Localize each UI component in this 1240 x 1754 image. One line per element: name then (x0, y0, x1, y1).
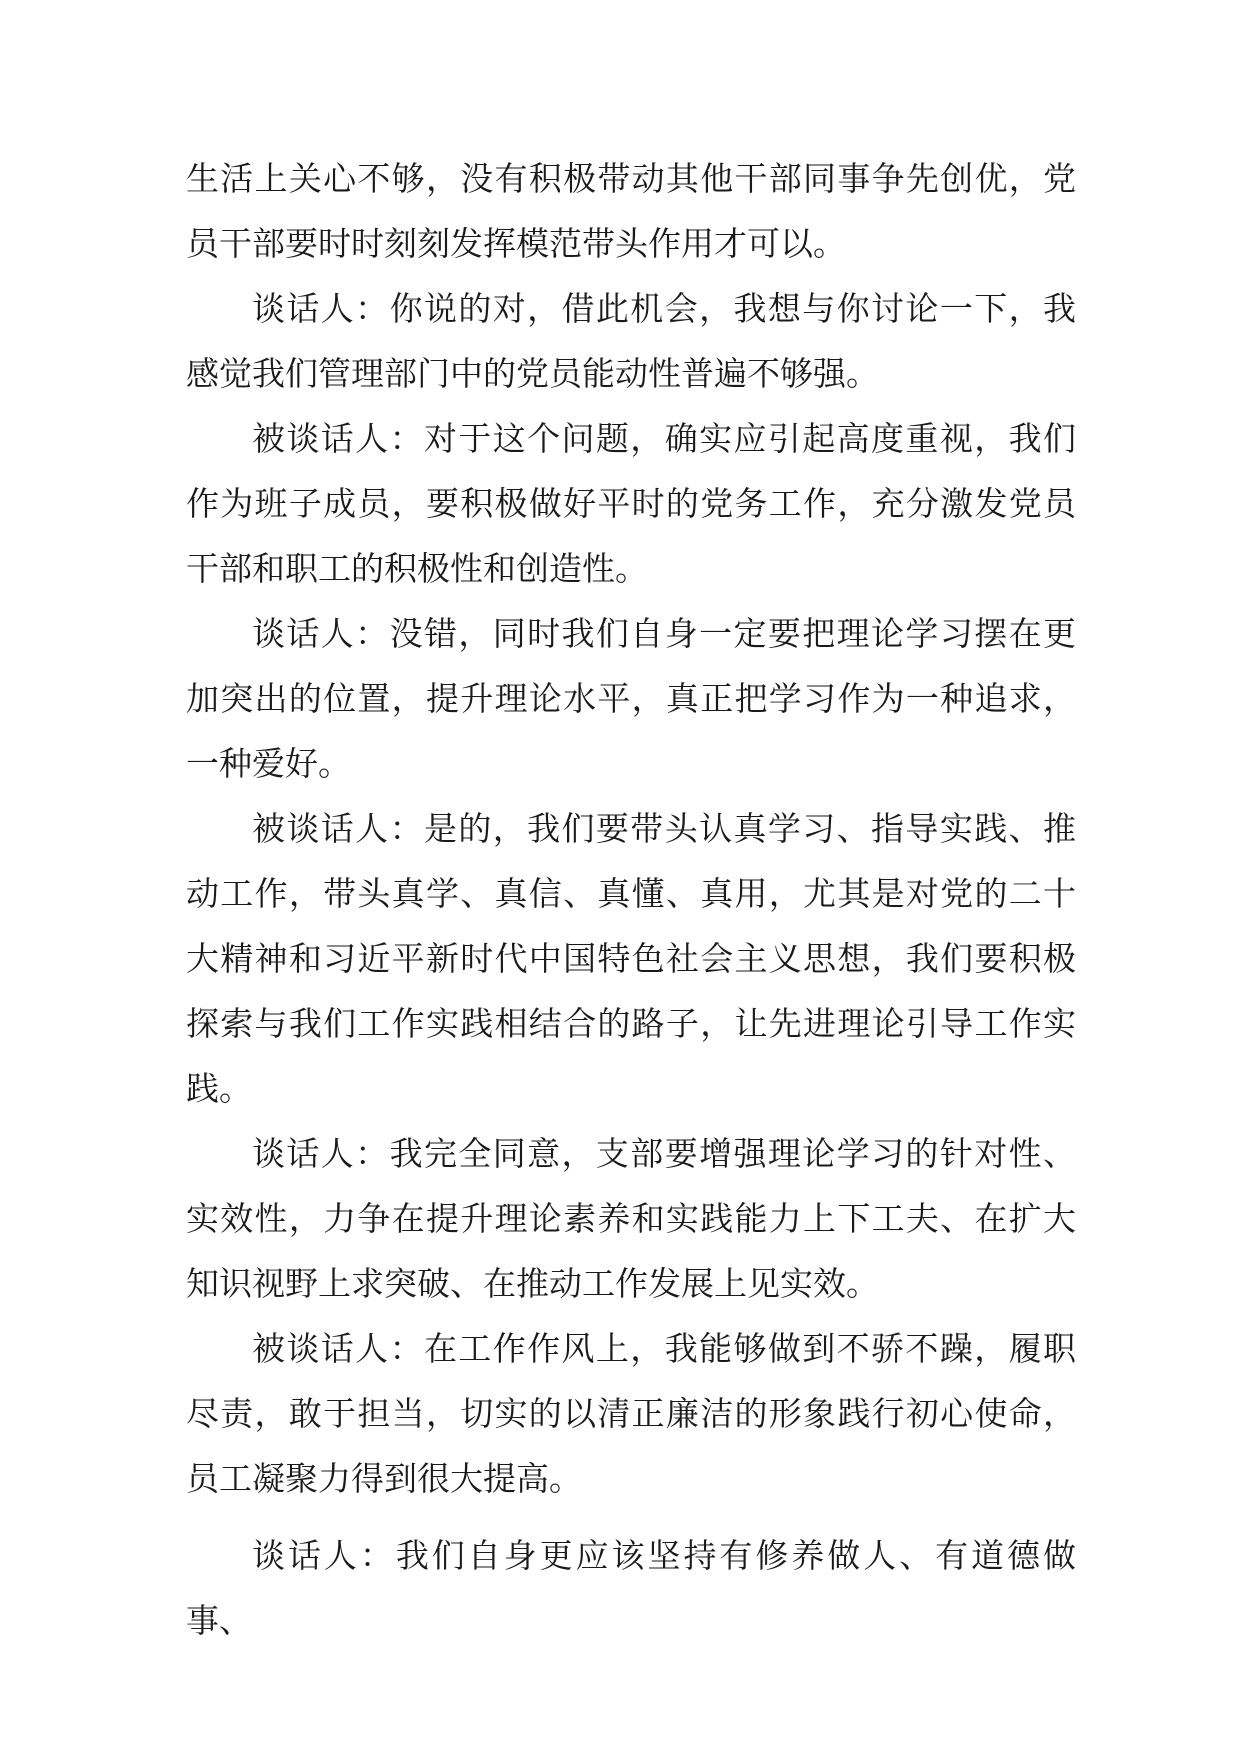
paragraph-interviewer: 谈话人：没错，同时我们自身一定要把理论学习摆在更加突出的位置，提升理论水平，真正把学习作为一种追求，一种爱好。 (186, 614, 1076, 783)
paragraph-interviewer: 谈话人：我们自身更应该坚持有修养做人、有道德做事、 (186, 1536, 1076, 1640)
paragraph-continued: 生活上关心不够，没有积极带动其他干部同事争先创优，党员干部要时时刻刻发挥模范带头作用才可以。 (186, 159, 1076, 263)
paragraph-interviewee: 被谈话人：对于这个问题，确实应引起高度重视，我们作为班子成员，要积极做好平时的党务工作，充分激发党员干部和职工的积极性和创造性。 (186, 419, 1076, 588)
paragraph-interviewer: 谈话人：你说的对，借此机会，我想与你讨论一下，我感觉我们管理部门中的党员能动性普遍不够强。 (186, 289, 1076, 393)
paragraph-interviewee: 被谈话人：在工作作风上，我能够做到不骄不躁，履职尽责，敢于担当，切实的以清正廉洁的形象践行初心使命，员工凝聚力得到很大提高。 (186, 1329, 1076, 1498)
paragraph-interviewer: 谈话人：我完全同意，支部要增强理论学习的针对性、实效性，力争在提升理论素养和实践能力上下工夫、在扩大知识视野上求突破、在推动工作发展上见实效。 (186, 1134, 1076, 1303)
paragraph-interviewee: 被谈话人：是的，我们要带头认真学习、指导实践、推动工作，带头真学、真信、真懂、真用，尤其是对党的二十大精神和习近平新时代中国特色社会主义思想，我们要积极探索与我们工作实践相结合的路子，让先进理论引导工作实践。 (186, 809, 1076, 1108)
document-body (186, 146, 1076, 1653)
